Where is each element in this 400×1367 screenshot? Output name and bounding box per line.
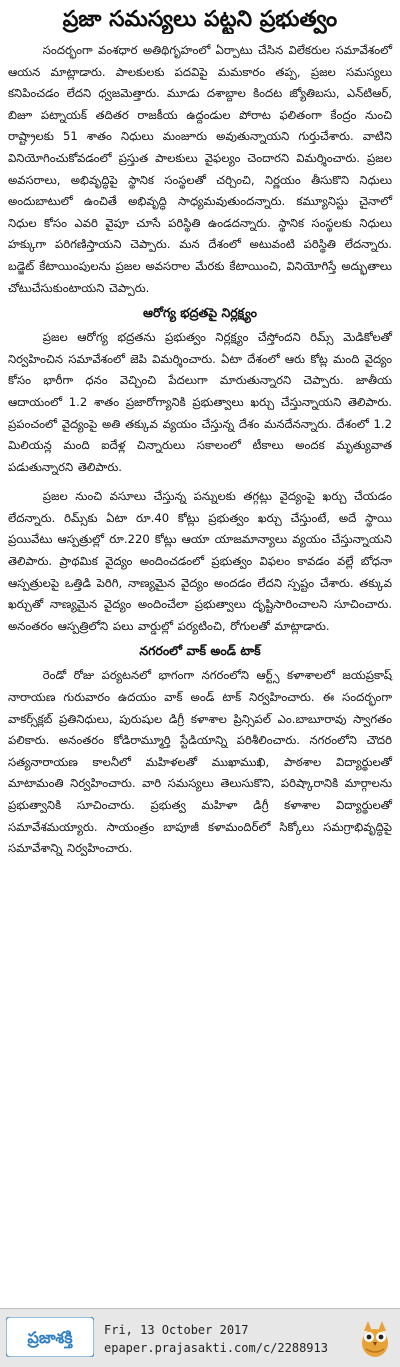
footer-bar bbox=[0, 1308, 400, 1367]
article-body bbox=[0, 34, 400, 860]
subheading-walk-and-talk: నగరంలో వాక్‌ అండ్‌ టాక్‌ bbox=[139, 643, 261, 659]
owl-icon bbox=[358, 1319, 392, 1359]
paragraph: సందర్భంగా వంశధార అతిథిగృహంలో ఏర్పాటు చేసిన విలేకరుల సమావేశంలో ఆయన మాట్లాడారు. పాలకులకు పదవిపై మమకారం తప్ప, ప్రజల సమస్యలు కనిపించడం లేదని ధ్వజమెత్తారు. మూడు దశాబ్దాల కిందట జ్యోతిబసు, ఎన్‌టిఆర్‌, బిజూ పట్నాయక్‌ తదితర రాజకీయ ఉద్దండుల పోరాట ఫలితంగా కేంద్రం నుంచి రాష్ట్రాలకు 51 శాతం నిధులు మంజూరు అవుతున్నాయని గుర్తుచేశారు. వాటిని వినియోగించుకోవడంలో ప్రస్తుత పాలకులు వైఫల్యం చెందారని విమర్శించారు. ప్రజల అవసరాలు, అభివృద్ధిపై స్థానిక సంస్థలతో చర్చించి, నిర్ణయం తీసుకొని నిధులు అందుబాటులో ఉంచితే అభివృద్ధి సాధ్యమవుతుందన్నారు. కమ్యూనిస్టు చైనాలో నిధుల కోసం ఎవరి వైపూ చూసే పరిస్థితి ఉండదన్నారు. స్థానిక సంస్థలకు నిధులు హక్కుగా పరిగణిస్తాయని చెప్పారు. మన దేశంలో అటువంటి పరిస్థితి లేదన్నారు. బడ్జెట్‌ కేటాయింపులను ప్రజల అవసరాల మేరకు కేటాయించి, వినియోగిస్తే అద్భుతాలు చోటుచేసుకుంటాయని చెప్పారు. bbox=[8, 43, 393, 295]
subheading-health: ఆరోగ్య భద్రతపై నిర్లక్ష్యం bbox=[142, 305, 257, 321]
headline: ప్రజా సమస్యలు పట్టని ప్రభుత్వం bbox=[62, 7, 338, 32]
epaper-url[interactable]: epaper.prajasakti.com/c/2288913 bbox=[104, 1341, 328, 1355]
footer-meta bbox=[104, 1321, 328, 1357]
edition-date: Fri, 13 October 2017 bbox=[104, 1323, 249, 1337]
prajasakti-logo[interactable] bbox=[6, 1317, 94, 1357]
paragraph: రెండో రోజు పర్యటనలో భాగంగా నగరంలోని ఆర్ట్స్‌ కళాశాలలో జయప్రకాష్‌ నారాయణ గురువారం ఉదయం వాక్‌ అండ్‌ టాక్‌ నిర్వహించారు. ఈ సందర్భంగా వాకర్స్‌క్లబ్‌ ప్రతినిధులు, పురుషుల డిగ్రీ కళాశాల ప్రిన్సిపల్‌ ఎం.బాబూరావు స్వాగతం పలికారు. అనంతరం కోడిరామ్మూర్తి స్టేడియాన్ని పరిశీలించారు. నగరంలోని చౌదరి సత్యనారాయణ కాలనీలో మహిళలతో ముఖాముఖి, పాఠశాల విద్యార్థులతో మాటామంతి నిర్వహించారు. వారి సమస్యలు తెలుసుకొని, పరిష్కారానికి మార్గాలను ప్రభుత్వానికి సూచించారు. ప్రభుత్వ మహిళా డిగ్రీ కళాశాల విద్యార్థులతో సమావేశమయ్యారు. సాయంత్రం బాపూజీ కళామందిర్‌లో సిక్కోలు సమగ్రాభివృద్ధిపై సమావేశాన్ని నిర్వహించారు. bbox=[8, 668, 392, 856]
paragraph: ప్రజల నుంచి వసూలు చేస్తున్న పన్నులకు తగ్గట్లు వైద్యంపై ఖర్చు చేయడం లేదన్నారు. రిమ్స్‌కు ఏటా రూ.40 కోట్లు ప్రభుత్వం ఖర్చు చేస్తుంటే, అదే స్థాయి ప్రయివేటు ఆస్పత్రుల్లో రూ.220 కోట్లు ఆయా యాజమాన్యాలు వ్యయం చేస్తున్నాయని తెలిపారు. ప్రాథమిక వైద్యం అందించడంలో ప్రభుత్వం విఫలం కావడం వల్లే బోధనా ఆస్పత్రులపై ఒత్తిడి పెరిగి, నాణ్యమైన వైద్యం అందడం లేదని స్పష్టం చేశారు. తక్కువ ఖర్చుతో నాణ్యమైన వైద్యం అందించేలా ప్రభుత్వాలు దృష్టిసారించాలని సూచించారు. అనంతరం ఆస్పత్రిలోని పలు వార్డుల్లో పర్యటించి, రోగులతో మాట్లాడారు. bbox=[8, 489, 392, 633]
logo-text: ప్రజాశక్తి bbox=[27, 1328, 73, 1347]
paragraph: ప్రజల ఆరోగ్య భద్రతను ప్రభుత్వం నిర్లక్ష్యం చేస్తోందని రిమ్స్‌ మెడికోలతో నిర్వహించిన సమావేశంలో జెపి విమర్శించారు. ఏటా దేశంలో ఆరు కోట్ల మంది వైద్యం కోసం భారీగా ధనం వెచ్చించి పేదలుగా మారుతున్నారని చెప్పారు. జాతీయ ఆదాయంలో 1.2 శాతం ప్రజారోగ్యానికి ప్రభుత్వాలు ఖర్చు చేస్తున్నాయని తెలిపారు. ప్రపంచంలో వైద్యంపై అతి తక్కువ వ్యయం చేస్తున్న దేశం మనదేనన్నారు. దేశంలో 1.2 మిలియన్ల మంది ఐదేళ్ల చిన్నారులు సకాలంలో టీకాలు అందక మృత్యువాత పడుతున్నారని తెలిపారు. bbox=[8, 330, 392, 474]
